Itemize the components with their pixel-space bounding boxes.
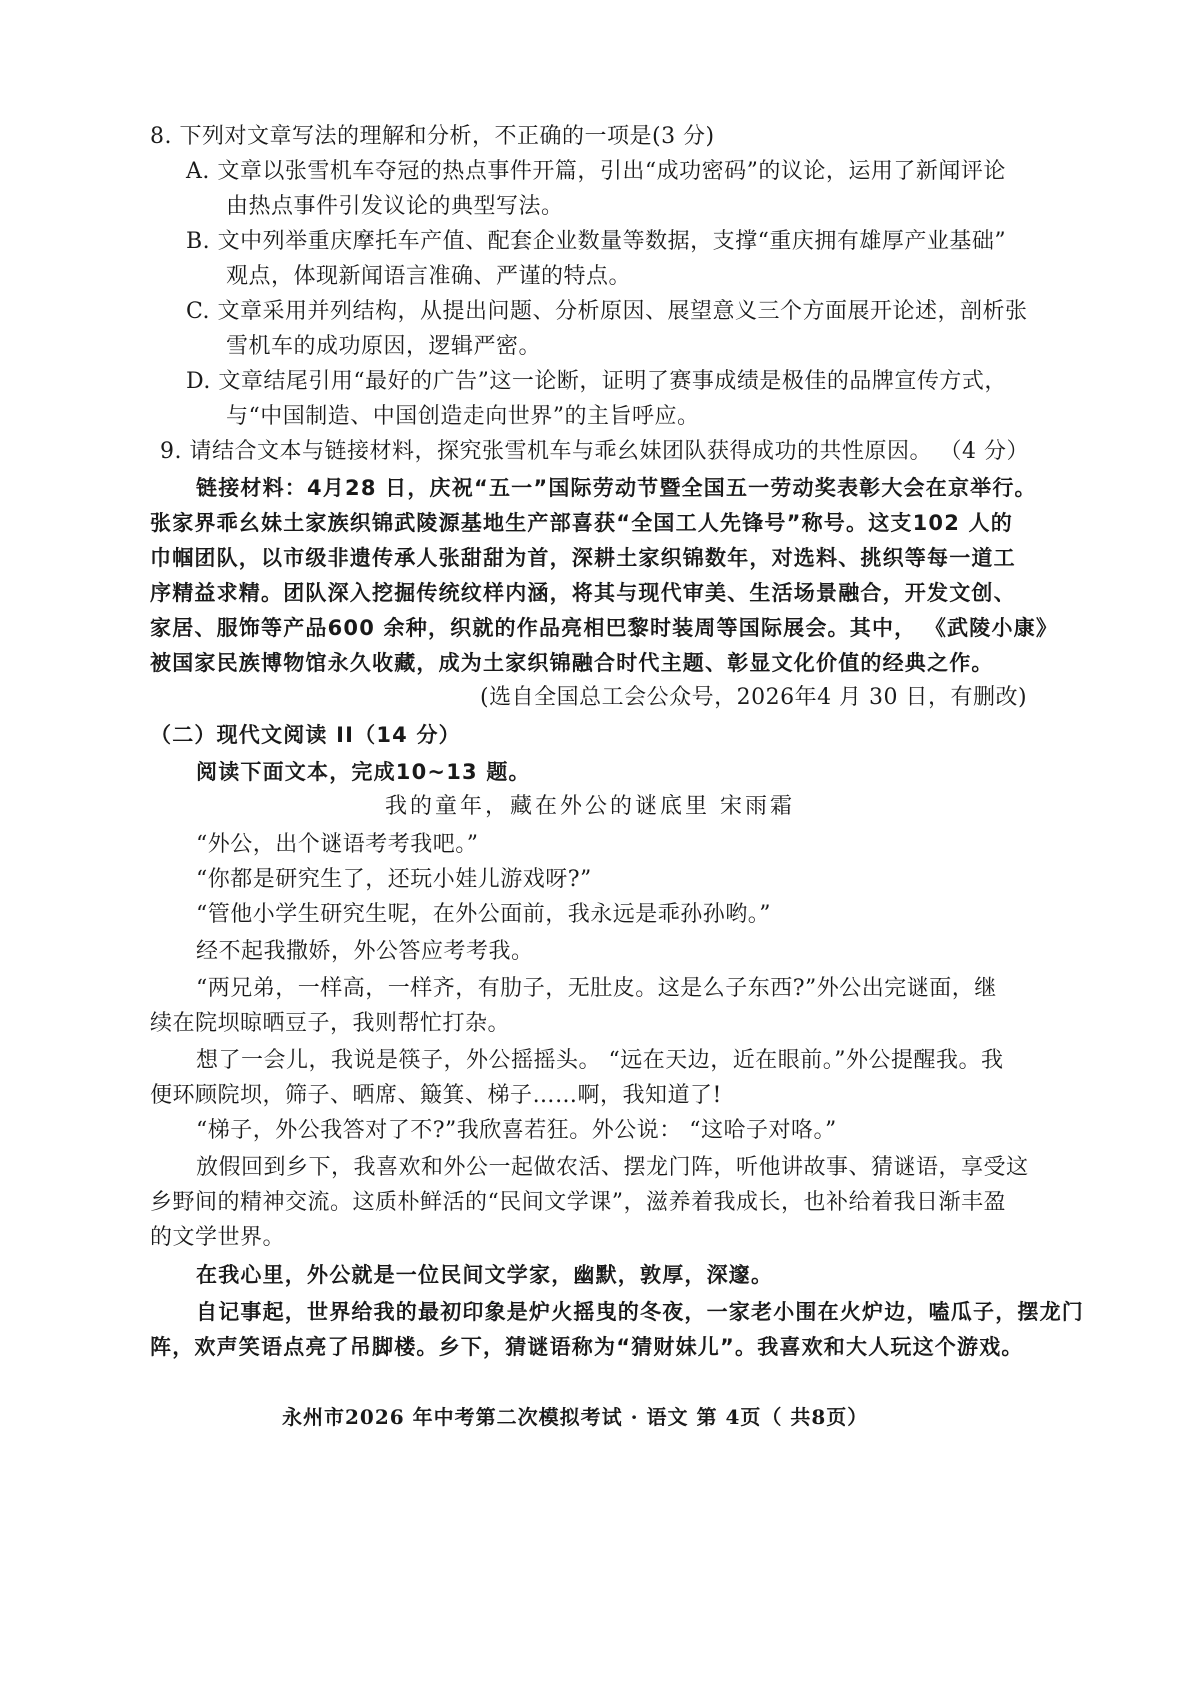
q8-stem: 8. 下列对文章写法的理解和分析，不正确的一项是(3 分) — [150, 124, 715, 149]
story-paragraph: “外公，出个谜语考考我吧。” — [196, 832, 479, 857]
story-paragraph-bold: 自记事起，世界给我的最初印象是炉火摇曳的冬夜，一家老小围在火炉边，嗑瓜子，摆龙门 — [196, 1300, 1084, 1324]
q8-option-a-line2: 由热点事件引发议论的典型写法。 — [226, 194, 564, 219]
story-paragraph-bold: 阵，欢声笑语点亮了吊脚楼。乡下，猜谜语称为“猜财妹儿”。我喜欢和大人玩这个游戏。 — [150, 1335, 1024, 1359]
story-paragraph: “梯子，外公我答对了不?”我欣喜若狂。外公说： “这哈子对咯。” — [196, 1118, 837, 1143]
page-footer: 永州市2026 年中考第二次模拟考试 · 语文 第 4页（ 共8页） — [282, 1405, 869, 1429]
q9-link-material-line6: 被国家民族博物馆永久收藏，成为土家织锦融合时代主题、彰显文化价值的经典之作。 — [150, 651, 994, 675]
article-title: 我的童年，藏在外公的谜底里 宋雨霜 — [385, 794, 795, 819]
story-paragraph: “管他小学生研究生呢，在外公面前，我永远是乖孙孙哟。” — [196, 902, 771, 927]
section-heading: （二）现代文阅读 II（14 分） — [150, 723, 461, 747]
q8-option-b-line2: 观点，体现新闻语言准确、严谨的特点。 — [226, 264, 632, 289]
story-paragraph: 续在院坝晾晒豆子，我则帮忙打杂。 — [150, 1011, 511, 1036]
q9-link-material-line4: 序精益求精。团队深入挖掘传统纹样内涵，将其与现代审美、生活场景融合，开发文创、 — [150, 581, 1016, 605]
story-paragraph: “两兄弟，一样高，一样齐，有肋子，无肚皮。这是么子东西?”外公出完谜面，继 — [196, 976, 997, 1001]
section-instruction: 阅读下面文本，完成10~13 题。 — [196, 760, 531, 784]
q8-option-a-line1: A. 文章以张雪机车夺冠的热点事件开篇，引出“成功密码”的议论，运用了新闻评论 — [186, 159, 1006, 184]
story-paragraph: 乡野间的精神交流。这质朴鲜活的“民间文学课”，滋养着我成长，也补给着我日渐丰盈 — [150, 1190, 1006, 1215]
q9-stem: 9. 请结合文本与链接材料，探究张雪机车与乖幺妹团队获得成功的共性原因。 （4 分） — [160, 439, 1029, 464]
q8-option-c-line1: C. 文章采用并列结构，从提出问题、分析原因、展望意义三个方面展开论述，剖析张 — [186, 299, 1028, 324]
q8-option-c-line2: 雪机车的成功原因，逻辑严密。 — [226, 334, 542, 359]
q9-link-material-line5: 家居、服饰等产品600 余种，织就的作品亮相巴黎时装周等国际展会。其中， 《武陵小康》 — [150, 616, 1059, 640]
q9-source: (选自全国总工会公众号，2026年4 月 30 日，有删改) — [480, 685, 1028, 710]
story-paragraph: 的文学世界。 — [150, 1225, 286, 1250]
story-paragraph: “你都是研究生了，还玩小娃儿游戏呀?” — [196, 867, 592, 892]
story-paragraph: 想了一会儿，我说是筷子，外公摇摇头。 “远在天边，近在眼前。”外公提醒我。我 — [196, 1048, 1004, 1073]
q8-option-d-line2: 与“中国制造、中国创造走向世界”的主旨呼应。 — [226, 404, 700, 429]
q9-link-material-line2: 张家界乖幺妹土家族织锦武陵源基地生产部喜获“全国工人先锋号”称号。这支102 人的 — [150, 511, 1013, 535]
story-paragraph: 放假回到乡下，我喜欢和外公一起做农活、摆龙门阵，听他讲故事、猜谜语，享受这 — [196, 1155, 1029, 1180]
q8-option-b-line1: B. 文中列举重庆摩托车产值、配套企业数量等数据，支撑“重庆拥有雄厚产业基础” — [186, 229, 1007, 254]
story-paragraph: 便环顾院坝，筛子、晒席、簸箕、梯子……啊，我知道了! — [150, 1083, 722, 1108]
story-paragraph: 经不起我撒娇，外公答应考考我。 — [196, 939, 534, 964]
q9-link-material-line3: 巾帼团队，以市级非遗传承人张甜甜为首，深耕土家织锦数年，对选料、挑织等每一道工 — [150, 546, 1016, 570]
story-paragraph-bold: 在我心里，外公就是一位民间文学家，幽默，敦厚，深邃。 — [196, 1263, 774, 1287]
q8-option-d-line1: D. 文章结尾引用“最好的广告”这一论断，证明了赛事成绩是极佳的品牌宣传方式， — [186, 369, 1007, 394]
q9-link-material-line1: 链接材料：4月28 日，庆祝“五一”国际劳动节暨全国五一劳动奖表彰大会在京举行。 — [196, 476, 1037, 500]
